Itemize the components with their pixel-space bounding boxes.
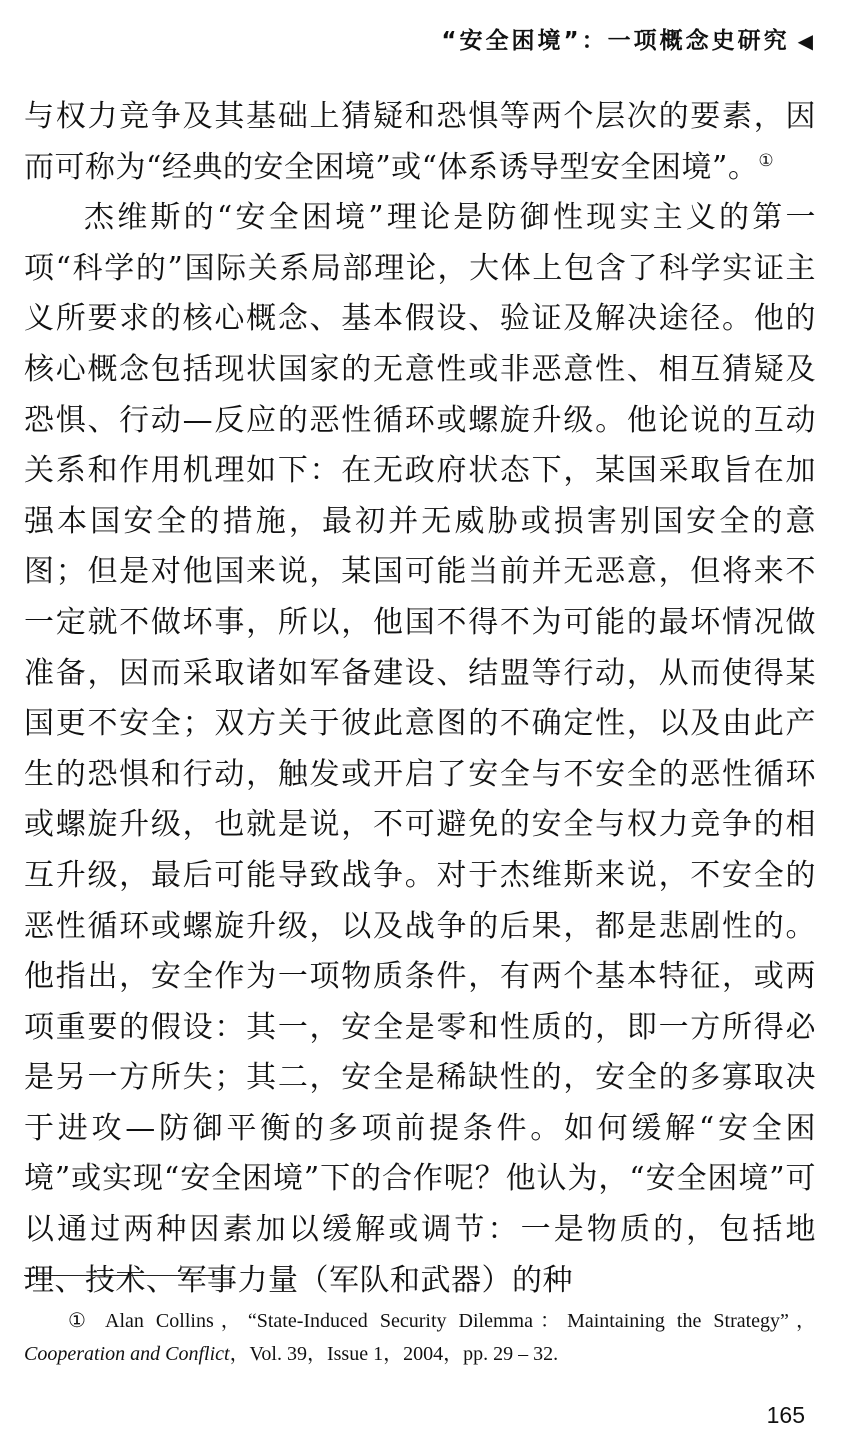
footnote-citation-details: ，Vol. 39，Issue 1，2004，pp. 29 – 32. xyxy=(229,1343,559,1365)
page-number: 165 xyxy=(766,1402,805,1428)
main-text xyxy=(24,92,816,1306)
footnote-citation-text: Alan Collins，“State-Induced Security Dilemma：Maintaining the Strategy”， xyxy=(105,1310,816,1332)
triangle-left-icon: ◀ xyxy=(797,29,813,53)
running-head xyxy=(441,22,813,55)
footnote-marker: ① xyxy=(68,1310,93,1332)
running-title: “安全困境”：一项概念史研究 xyxy=(441,28,790,54)
paragraph-2: 杰维斯的“安全困境”理论是防御性现实主义的第一项“科学的”国际关系局部理论，大体上包含了科学实证主义所要求的核心概念、基本假设、验证及解决途径。他的核心概念包括现状国家的无意性或非恶意性、相互猜疑及恐惧、行动—反应的恶性循环或螺旋升级。他论说的互动关系和作用机理如下：在无政府状态下，某国采取旨在加强本国安全的措施，最初并无威胁或损害别国安全的意图；但是对他国来说，某国可能当前并无恶意，但将来不一定就不做坏事，所以，他国不得不为可能的最坏情况做准备，因而采取诸如军备建设、结盟等行动，从而使得某国更不安全；双方关于彼此意图的不确定性，以及由此产生的恐惧和行动，触发或开启了安全与不安全的恶性循环或螺旋升级，也就是说，不可避免的安全与权力竞争的相互升级，最后可能导致战争。对于杰维斯来说，不安全的恶性循环或螺旋升级，以及战争的后果，都是悲剧性的。他指出，安全作为一项物质条件，有两个基本特征，或两项重要的假设：其一，安全是零和性质的，即一方所得必是另一方所失；其二，安全是稀缺性的，安全的多寡取决于进攻—防御平衡的多项前提条件。如何缓解“安全困境”或实现“安全困境”下的合作呢？他认为，“安全困境”可以通过两种因素加以缓解或调节：一是物质的，包括地理、技术、军事力量（军队和武器）的种 xyxy=(24,200,816,1298)
footnote-separator xyxy=(24,1275,222,1276)
footnote-reference[interactable]: ① xyxy=(758,150,775,171)
footnote xyxy=(24,1305,816,1371)
paragraph-1-text: 与权力竞争及其基础上猜疑和恐惧等两个层次的要素，因而可称为“经典的安全困境”或“体系诱导型安全困境”。 xyxy=(24,99,816,185)
paragraph-1 xyxy=(24,92,816,193)
footnote-journal-title: Cooperation and Conflict xyxy=(24,1343,230,1365)
